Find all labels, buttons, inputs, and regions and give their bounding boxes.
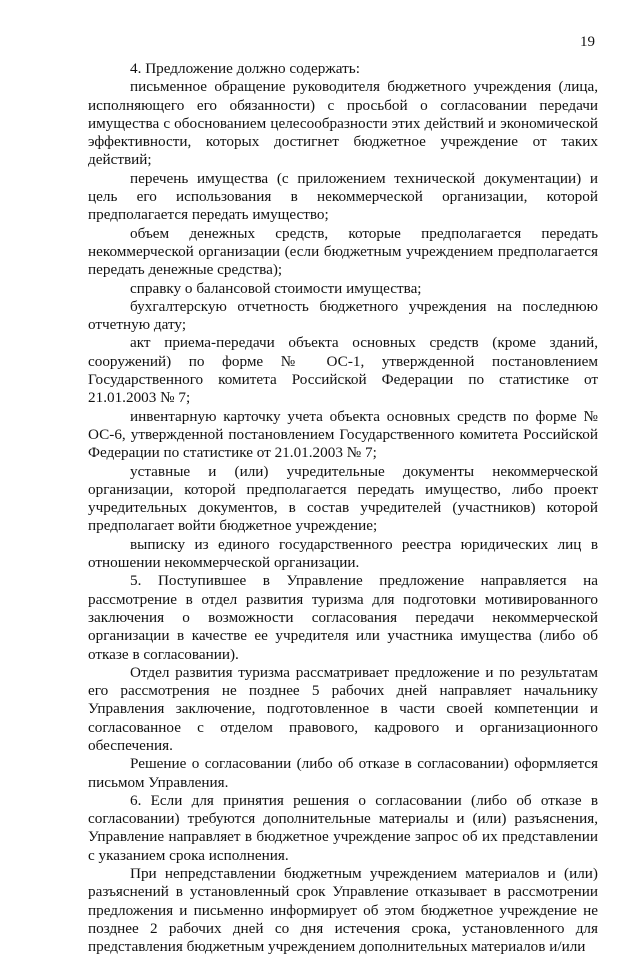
page-number: 19 [580,34,595,50]
paragraph-funds: объем денежных средств, которые предполагается передать некоммерческой организации (если бюджетным учреждением предполагается передать денежные средства); [88,224,598,279]
paragraph-appeal: письменное обращение руководителя бюджетного учреждения (лица, исполняющего его обязанности) с просьбой о согласовании передачи имущества с обоснованием целесообразности этих действий и экономической эффективности, которых достигнет бюджетное учреждение от таких действий; [88,78,598,169]
paragraph-item-5: 5. Поступившее в Управление предложение направляется на рассмотрение в отдел развития туризма для подготовки мотивированного заключения о возможности согласования передачи некоммерческой организации в качестве ее учредителя или участника имущества (либо об отказе в согласовании). [88,572,598,663]
paragraph-item-6: 6. Если для принятия решения о согласовании (либо об отказе в согласовании) требуются дополнительные материалы и (или) разъяснения, Управление направляет в бюджетное учреждение запрос об их представлении с указанием срока исполнения. [88,791,598,864]
paragraph-charter-docs: уставные и (или) учредительные документы некоммерческой организации, которой предполагается передать имущество, либо проект учредительных документов, в состав учредителей (участников) которой предполагает войти бюджетное учреждение; [88,462,598,535]
paragraph-item-4: 4. Предложение должно содержать: [130,60,360,77]
paragraph-balance-certificate: справку о балансовой стоимости имущества; [130,279,422,297]
paragraph-card-os6: инвентарную карточку учета объекта основных средств по форме № ОС-6, утвержденной постановлением Государственного комитета Российской Федерации по статистике от 21.01.2003 № 7; [88,407,598,462]
paragraph-registry-extract: выписку из единого государственного реестра юридических лиц в отношении некоммерческой организации. [88,535,598,572]
paragraph-decision: Решение о согласовании (либо об отказе в согласовании) оформляется письмом Управления. [88,755,598,791]
paragraph-property-list: перечень имущества (с приложением технической документации) и цель его использования в некоммерческой организации, которой предполагается передать имущество; [88,169,598,224]
paragraph-act-os1: акт приема-передачи объекта основных средств (кроме зданий, сооружений) по форме № ОС-1, утвержденной постановлением Государственного комитета Российской Федерации по статистике от 21.01.2003 № 7; [88,334,598,407]
document-body [88,60,598,957]
paragraph-review: Отдел развития туризма рассматривает предложение и по результатам его рассмотрения не позднее 5 рабочих дней направляет начальнику Управления заключение, подготовленное в части своей компетенции и согласованное с отделом правового, кадрового и организационного обеспечения. [88,663,598,754]
paragraph-accounting: бухгалтерскую отчетность бюджетного учреждения на последнюю отчетную дату; [88,297,598,334]
paragraph-non-submission: При непредставлении бюджетным учреждением материалов и (или) разъяснений в установленный срок Управление отказывает в рассмотрении предложения и письменно информирует об этом бюджетное учреждение не позднее 2 рабочих дней со дня истечения срока, установленного для представления бюджетным учреждением дополнительных материалов и/или [88,865,598,956]
